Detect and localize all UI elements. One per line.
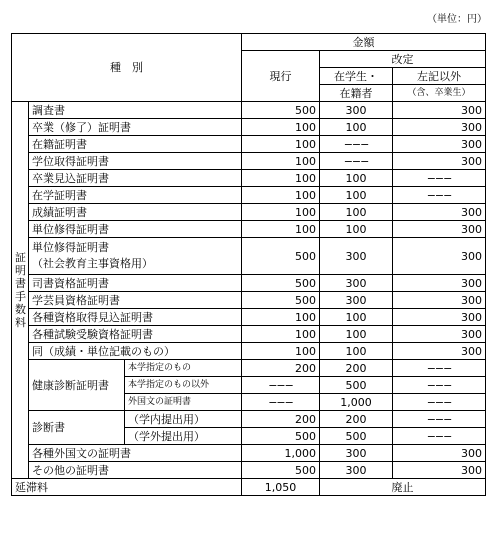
row-label: 同（成績・単位記載のもの） [29,343,242,360]
row-label: 学芸員資格証明書 [29,292,242,309]
enrolled-value: 300 [320,238,393,275]
late-fee-row [12,479,486,496]
current-value: 100 [242,136,320,153]
others-value: 300 [393,292,486,309]
enrolled-value: 100 [320,326,393,343]
header-revised: 改定 [320,51,486,68]
enrolled-value: −−− [320,136,393,153]
enrolled-value: 100 [320,309,393,326]
row-label: 在学証明書 [29,187,242,204]
enrolled-value: −−− [320,153,393,170]
header-enrolled-line2: 在籍者 [320,85,393,102]
row-label: 各種試験受験資格証明書 [29,326,242,343]
current-value: 500 [242,238,320,275]
current-value: 200 [242,411,320,428]
row-label: 調査書 [29,102,242,119]
header-others-line1: 左記以外 [393,68,486,85]
table-row [12,221,486,238]
header-amount: 金額 [242,34,486,51]
current-value: 100 [242,187,320,204]
enrolled-value: 300 [320,275,393,292]
table-row [12,411,486,428]
row-label: 卒業見込証明書 [29,170,242,187]
header-category: 種 別 [12,34,242,102]
current-value: 100 [242,204,320,221]
table-row [12,360,486,377]
others-value: −−− [393,187,486,204]
current-value: 500 [242,428,320,445]
enrolled-value: 100 [320,170,393,187]
enrolled-value: 200 [320,411,393,428]
header-others-line2: （含、卒業生） [393,85,486,102]
current-value: 100 [242,119,320,136]
table-row [12,326,486,343]
enrolled-value: 100 [320,187,393,204]
others-value: 300 [393,204,486,221]
others-value: 300 [393,102,486,119]
current-value: 500 [242,275,320,292]
others-value: −−− [393,394,486,411]
others-value: 300 [393,221,486,238]
enrolled-value: 1,000 [320,394,393,411]
row-label [29,238,242,275]
current-value: 500 [242,292,320,309]
enrolled-value: 300 [320,462,393,479]
table-row [12,153,486,170]
row-label: 在籍証明書 [29,136,242,153]
current-value: 200 [242,360,320,377]
enrolled-value: 500 [320,377,393,394]
row-label: 各種外国文の証明書 [29,445,242,462]
table-row [12,309,486,326]
side-label-char: 書 [15,277,26,290]
current-value: 1,000 [242,445,320,462]
enrolled-value: 100 [320,119,393,136]
table-row [12,187,486,204]
side-label-char: 証 [15,251,26,264]
row-label: 各種資格取得見込証明書 [29,309,242,326]
health-item-label: 外国文の証明書 [125,394,242,411]
side-label-char: 料 [15,316,26,329]
current-value: 100 [242,221,320,238]
table-row [12,275,486,292]
late-fee-revised: 廃止 [320,479,486,496]
current-value: −−− [242,377,320,394]
table-row [12,238,486,275]
table-row [12,170,486,187]
others-value: −−− [393,360,486,377]
header-enrolled-line1: 在学生・ [320,68,393,85]
enrolled-value: 300 [320,445,393,462]
side-label-char: 数 [15,303,26,316]
others-value: 300 [393,153,486,170]
current-value: 100 [242,153,320,170]
others-value: 300 [393,343,486,360]
current-value: 100 [242,170,320,187]
health-label: 健康診断証明書 [29,360,125,411]
current-value: 500 [242,102,320,119]
others-value: 300 [393,275,486,292]
enrolled-value: 500 [320,428,393,445]
header-current: 現行 [242,51,320,102]
enrolled-value: 300 [320,292,393,309]
table-row [12,119,486,136]
row-label: 単位修得証明書 [29,221,242,238]
current-value: 500 [242,462,320,479]
table-row [12,462,486,479]
others-value: −−− [393,428,486,445]
others-value: 300 [393,309,486,326]
side-label-char: 明 [15,264,26,277]
side-label [12,102,29,479]
row-label-line1: 単位修得証明書 [32,241,109,254]
others-value: −−− [393,170,486,187]
fee-table [11,33,486,496]
others-value: 300 [393,136,486,153]
table-row [12,102,486,119]
table-row [12,292,486,309]
diagnosis-label: 診断書 [29,411,125,445]
enrolled-value: 100 [320,343,393,360]
table-row [12,343,486,360]
others-value: −−− [393,411,486,428]
diagnosis-item-label: （学内提出用） [125,411,242,428]
row-label: 司書資格証明書 [29,275,242,292]
current-value: 100 [242,326,320,343]
enrolled-value: 100 [320,221,393,238]
health-item-label: 本学指定のもの [125,360,242,377]
current-value: −−− [242,394,320,411]
health-item-label: 本学指定のもの以外 [125,377,242,394]
enrolled-value: 300 [320,102,393,119]
others-value: 300 [393,462,486,479]
row-label: その他の証明書 [29,462,242,479]
header-row-1 [12,34,486,51]
current-value: 100 [242,309,320,326]
row-label: 卒業（修了）証明書 [29,119,242,136]
others-value: −−− [393,377,486,394]
table-row [12,204,486,221]
table-row [12,136,486,153]
diagnosis-item-label: （学外提出用） [125,428,242,445]
enrolled-value: 200 [320,360,393,377]
others-value: 300 [393,119,486,136]
others-value: 300 [393,445,486,462]
unit-note: （単位：円） [427,14,487,25]
others-value: 300 [393,238,486,275]
enrolled-value: 100 [320,204,393,221]
late-fee-current: 1,050 [242,479,320,496]
late-fee-label: 延滞料 [12,479,242,496]
current-value: 100 [242,343,320,360]
others-value: 300 [393,326,486,343]
table-row [12,445,486,462]
side-label-char: 手 [15,290,26,303]
row-label: 成績証明書 [29,204,242,221]
row-label: 学位取得証明書 [29,153,242,170]
row-label-line2: （社会教育主事資格用） [32,257,153,270]
